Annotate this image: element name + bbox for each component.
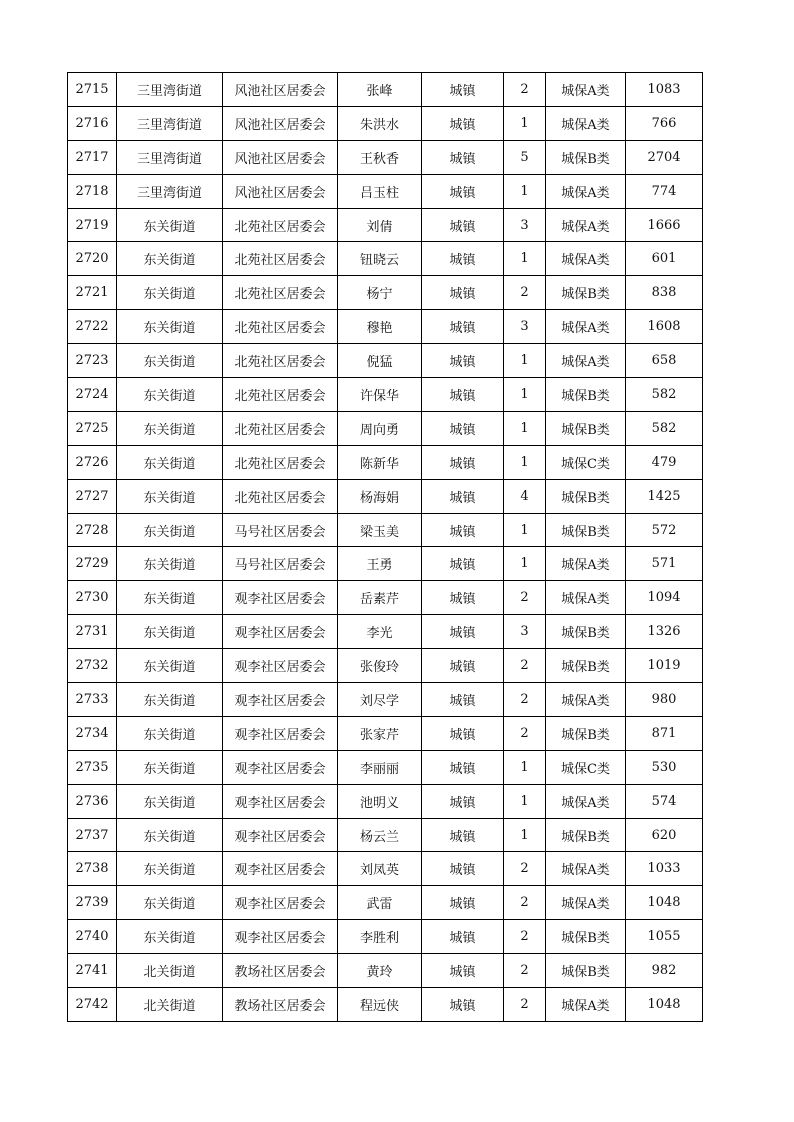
community-cell: 观李社区居委会: [223, 818, 338, 852]
name-cell: 王勇: [338, 547, 422, 581]
amount-cell: 1083: [626, 73, 703, 107]
area-type-cell: 城镇: [422, 208, 504, 242]
table-row: [68, 954, 703, 988]
household-size-cell: 1: [504, 106, 546, 140]
table-row: [68, 242, 703, 276]
category-cell: 城保B类: [546, 479, 626, 513]
community-cell: 北苑社区居委会: [223, 378, 338, 412]
amount-cell: 1033: [626, 852, 703, 886]
subdistrict-cell: 北关街道: [117, 954, 223, 988]
name-cell: 钮晓云: [338, 242, 422, 276]
subdistrict-cell: 东关街道: [117, 716, 223, 750]
household-size-cell: 1: [504, 344, 546, 378]
area-type-cell: 城镇: [422, 988, 504, 1022]
category-cell: 城保B类: [546, 649, 626, 683]
serial-no-cell: 2725: [68, 411, 117, 445]
category-cell: 城保B类: [546, 411, 626, 445]
household-size-cell: 1: [504, 547, 546, 581]
serial-no-cell: 2736: [68, 784, 117, 818]
category-cell: 城保B类: [546, 276, 626, 310]
community-cell: 观李社区居委会: [223, 784, 338, 818]
serial-no-cell: 2719: [68, 208, 117, 242]
name-cell: 倪猛: [338, 344, 422, 378]
subdistrict-cell: 东关街道: [117, 344, 223, 378]
amount-cell: 982: [626, 954, 703, 988]
household-size-cell: 1: [504, 174, 546, 208]
serial-no-cell: 2734: [68, 716, 117, 750]
household-size-cell: 1: [504, 411, 546, 445]
category-cell: 城保B类: [546, 954, 626, 988]
area-type-cell: 城镇: [422, 920, 504, 954]
subdistrict-cell: 北关街道: [117, 988, 223, 1022]
table-row: [68, 378, 703, 412]
community-cell: 风池社区居委会: [223, 73, 338, 107]
area-type-cell: 城镇: [422, 954, 504, 988]
name-cell: 王秋香: [338, 140, 422, 174]
subdistrict-cell: 东关街道: [117, 378, 223, 412]
amount-cell: 871: [626, 716, 703, 750]
household-size-cell: 1: [504, 784, 546, 818]
household-size-cell: 3: [504, 310, 546, 344]
amount-cell: 530: [626, 750, 703, 784]
subdistrict-cell: 东关街道: [117, 750, 223, 784]
name-cell: 程远侠: [338, 988, 422, 1022]
table-body: [68, 73, 703, 1022]
area-type-cell: 城镇: [422, 479, 504, 513]
name-cell: 穆艳: [338, 310, 422, 344]
subdistrict-cell: 东关街道: [117, 411, 223, 445]
table-row: [68, 513, 703, 547]
community-cell: 北苑社区居委会: [223, 276, 338, 310]
amount-cell: 479: [626, 445, 703, 479]
table-row: [68, 411, 703, 445]
community-cell: 观李社区居委会: [223, 615, 338, 649]
name-cell: 周向勇: [338, 411, 422, 445]
category-cell: 城保B类: [546, 140, 626, 174]
community-cell: 教场社区居委会: [223, 988, 338, 1022]
household-size-cell: 2: [504, 649, 546, 683]
table-row: [68, 683, 703, 717]
category-cell: 城保B类: [546, 378, 626, 412]
serial-no-cell: 2720: [68, 242, 117, 276]
area-type-cell: 城镇: [422, 242, 504, 276]
subdistrict-cell: 东关街道: [117, 445, 223, 479]
community-cell: 观李社区居委会: [223, 649, 338, 683]
community-cell: 观李社区居委会: [223, 716, 338, 750]
subdistrict-cell: 东关街道: [117, 310, 223, 344]
name-cell: 张家芹: [338, 716, 422, 750]
name-cell: 池明义: [338, 784, 422, 818]
community-cell: 观李社区居委会: [223, 852, 338, 886]
name-cell: 杨海娟: [338, 479, 422, 513]
table-row: [68, 750, 703, 784]
category-cell: 城保A类: [546, 310, 626, 344]
name-cell: 李胜利: [338, 920, 422, 954]
serial-no-cell: 2730: [68, 581, 117, 615]
category-cell: 城保C类: [546, 750, 626, 784]
area-type-cell: 城镇: [422, 378, 504, 412]
category-cell: 城保A类: [546, 344, 626, 378]
household-size-cell: 1: [504, 378, 546, 412]
table-row: [68, 818, 703, 852]
community-cell: 马号社区居委会: [223, 547, 338, 581]
community-cell: 观李社区居委会: [223, 920, 338, 954]
name-cell: 武雷: [338, 886, 422, 920]
category-cell: 城保A类: [546, 784, 626, 818]
table-row: [68, 140, 703, 174]
household-size-cell: 3: [504, 208, 546, 242]
amount-cell: 574: [626, 784, 703, 818]
area-type-cell: 城镇: [422, 581, 504, 615]
household-size-cell: 3: [504, 615, 546, 649]
community-cell: 北苑社区居委会: [223, 344, 338, 378]
area-type-cell: 城镇: [422, 649, 504, 683]
amount-cell: 1326: [626, 615, 703, 649]
amount-cell: 1666: [626, 208, 703, 242]
area-type-cell: 城镇: [422, 615, 504, 649]
serial-no-cell: 2740: [68, 920, 117, 954]
category-cell: 城保A类: [546, 683, 626, 717]
serial-no-cell: 2726: [68, 445, 117, 479]
community-cell: 北苑社区居委会: [223, 208, 338, 242]
amount-cell: 601: [626, 242, 703, 276]
category-cell: 城保B类: [546, 513, 626, 547]
community-cell: 风池社区居委会: [223, 140, 338, 174]
document-sheet: [67, 72, 703, 1022]
household-size-cell: 2: [504, 920, 546, 954]
amount-cell: 2704: [626, 140, 703, 174]
name-cell: 朱洪水: [338, 106, 422, 140]
subdistrict-cell: 东关街道: [117, 513, 223, 547]
amount-cell: 1048: [626, 886, 703, 920]
community-cell: 观李社区居委会: [223, 581, 338, 615]
name-cell: 吕玉柱: [338, 174, 422, 208]
subdistrict-cell: 东关街道: [117, 649, 223, 683]
category-cell: 城保A类: [546, 73, 626, 107]
area-type-cell: 城镇: [422, 445, 504, 479]
area-type-cell: 城镇: [422, 750, 504, 784]
area-type-cell: 城镇: [422, 818, 504, 852]
category-cell: 城保B类: [546, 716, 626, 750]
household-size-cell: 1: [504, 513, 546, 547]
name-cell: 梁玉美: [338, 513, 422, 547]
table-row: [68, 886, 703, 920]
amount-cell: 1608: [626, 310, 703, 344]
household-size-cell: 2: [504, 276, 546, 310]
category-cell: 城保A类: [546, 242, 626, 276]
amount-cell: 1019: [626, 649, 703, 683]
serial-no-cell: 2717: [68, 140, 117, 174]
household-size-cell: 2: [504, 73, 546, 107]
serial-no-cell: 2729: [68, 547, 117, 581]
table-row: [68, 852, 703, 886]
name-cell: 陈新华: [338, 445, 422, 479]
household-size-cell: 2: [504, 683, 546, 717]
area-type-cell: 城镇: [422, 683, 504, 717]
area-type-cell: 城镇: [422, 886, 504, 920]
serial-no-cell: 2718: [68, 174, 117, 208]
name-cell: 刘凤英: [338, 852, 422, 886]
name-cell: 黄玲: [338, 954, 422, 988]
area-type-cell: 城镇: [422, 344, 504, 378]
table-row: [68, 581, 703, 615]
category-cell: 城保A类: [546, 547, 626, 581]
household-size-cell: 2: [504, 954, 546, 988]
serial-no-cell: 2724: [68, 378, 117, 412]
category-cell: 城保A类: [546, 106, 626, 140]
table-row: [68, 716, 703, 750]
area-type-cell: 城镇: [422, 310, 504, 344]
table-row: [68, 988, 703, 1022]
area-type-cell: 城镇: [422, 276, 504, 310]
name-cell: 杨宁: [338, 276, 422, 310]
serial-no-cell: 2732: [68, 649, 117, 683]
serial-no-cell: 2716: [68, 106, 117, 140]
table-row: [68, 479, 703, 513]
household-size-cell: 1: [504, 750, 546, 784]
serial-no-cell: 2731: [68, 615, 117, 649]
amount-cell: 1094: [626, 581, 703, 615]
amount-cell: 774: [626, 174, 703, 208]
subdistrict-cell: 东关街道: [117, 920, 223, 954]
name-cell: 张俊玲: [338, 649, 422, 683]
household-size-cell: 1: [504, 445, 546, 479]
area-type-cell: 城镇: [422, 513, 504, 547]
amount-cell: 1048: [626, 988, 703, 1022]
serial-no-cell: 2715: [68, 73, 117, 107]
name-cell: 张峰: [338, 73, 422, 107]
community-cell: 风池社区居委会: [223, 174, 338, 208]
category-cell: 城保A类: [546, 581, 626, 615]
subdistrict-cell: 东关街道: [117, 479, 223, 513]
serial-no-cell: 2737: [68, 818, 117, 852]
subdistrict-cell: 东关街道: [117, 615, 223, 649]
name-cell: 岳素芹: [338, 581, 422, 615]
area-type-cell: 城镇: [422, 140, 504, 174]
table-row: [68, 310, 703, 344]
subdistrict-cell: 东关街道: [117, 683, 223, 717]
table-row: [68, 174, 703, 208]
category-cell: 城保A类: [546, 174, 626, 208]
area-type-cell: 城镇: [422, 716, 504, 750]
table-row: [68, 547, 703, 581]
amount-cell: 571: [626, 547, 703, 581]
category-cell: 城保C类: [546, 445, 626, 479]
table-row: [68, 920, 703, 954]
serial-no-cell: 2728: [68, 513, 117, 547]
serial-no-cell: 2738: [68, 852, 117, 886]
category-cell: 城保B类: [546, 615, 626, 649]
subdistrict-cell: 东关街道: [117, 581, 223, 615]
amount-cell: 838: [626, 276, 703, 310]
name-cell: 李丽丽: [338, 750, 422, 784]
assistance-roster-table: [67, 72, 703, 1022]
category-cell: 城保A类: [546, 886, 626, 920]
table-row: [68, 649, 703, 683]
household-size-cell: 2: [504, 581, 546, 615]
amount-cell: 582: [626, 378, 703, 412]
table-row: [68, 784, 703, 818]
community-cell: 北苑社区居委会: [223, 479, 338, 513]
community-cell: 观李社区居委会: [223, 750, 338, 784]
serial-no-cell: 2742: [68, 988, 117, 1022]
table-row: [68, 344, 703, 378]
amount-cell: 766: [626, 106, 703, 140]
amount-cell: 658: [626, 344, 703, 378]
amount-cell: 572: [626, 513, 703, 547]
name-cell: 刘尽学: [338, 683, 422, 717]
amount-cell: 1425: [626, 479, 703, 513]
household-size-cell: 2: [504, 852, 546, 886]
subdistrict-cell: 三里湾街道: [117, 140, 223, 174]
table-row: [68, 276, 703, 310]
subdistrict-cell: 三里湾街道: [117, 73, 223, 107]
community-cell: 北苑社区居委会: [223, 411, 338, 445]
community-cell: 北苑社区居委会: [223, 445, 338, 479]
subdistrict-cell: 三里湾街道: [117, 106, 223, 140]
amount-cell: 582: [626, 411, 703, 445]
area-type-cell: 城镇: [422, 411, 504, 445]
serial-no-cell: 2727: [68, 479, 117, 513]
subdistrict-cell: 东关街道: [117, 276, 223, 310]
serial-no-cell: 2739: [68, 886, 117, 920]
subdistrict-cell: 东关街道: [117, 852, 223, 886]
subdistrict-cell: 东关街道: [117, 242, 223, 276]
amount-cell: 980: [626, 683, 703, 717]
name-cell: 杨云兰: [338, 818, 422, 852]
table-row: [68, 615, 703, 649]
amount-cell: 620: [626, 818, 703, 852]
category-cell: 城保A类: [546, 852, 626, 886]
community-cell: 观李社区居委会: [223, 886, 338, 920]
subdistrict-cell: 三里湾街道: [117, 174, 223, 208]
community-cell: 观李社区居委会: [223, 683, 338, 717]
subdistrict-cell: 东关街道: [117, 818, 223, 852]
area-type-cell: 城镇: [422, 547, 504, 581]
name-cell: 许保华: [338, 378, 422, 412]
subdistrict-cell: 东关街道: [117, 784, 223, 818]
table-row: [68, 73, 703, 107]
name-cell: 刘倩: [338, 208, 422, 242]
household-size-cell: 1: [504, 818, 546, 852]
household-size-cell: 1: [504, 242, 546, 276]
serial-no-cell: 2723: [68, 344, 117, 378]
household-size-cell: 2: [504, 716, 546, 750]
category-cell: 城保A类: [546, 208, 626, 242]
area-type-cell: 城镇: [422, 174, 504, 208]
serial-no-cell: 2735: [68, 750, 117, 784]
community-cell: 风池社区居委会: [223, 106, 338, 140]
community-cell: 北苑社区居委会: [223, 242, 338, 276]
area-type-cell: 城镇: [422, 852, 504, 886]
community-cell: 北苑社区居委会: [223, 310, 338, 344]
subdistrict-cell: 东关街道: [117, 886, 223, 920]
serial-no-cell: 2721: [68, 276, 117, 310]
area-type-cell: 城镇: [422, 106, 504, 140]
area-type-cell: 城镇: [422, 784, 504, 818]
serial-no-cell: 2741: [68, 954, 117, 988]
name-cell: 李光: [338, 615, 422, 649]
area-type-cell: 城镇: [422, 73, 504, 107]
household-size-cell: 2: [504, 886, 546, 920]
subdistrict-cell: 东关街道: [117, 547, 223, 581]
serial-no-cell: 2733: [68, 683, 117, 717]
amount-cell: 1055: [626, 920, 703, 954]
category-cell: 城保B类: [546, 920, 626, 954]
household-size-cell: 2: [504, 988, 546, 1022]
community-cell: 马号社区居委会: [223, 513, 338, 547]
serial-no-cell: 2722: [68, 310, 117, 344]
table-row: [68, 445, 703, 479]
table-row: [68, 106, 703, 140]
category-cell: 城保A类: [546, 988, 626, 1022]
household-size-cell: 5: [504, 140, 546, 174]
subdistrict-cell: 东关街道: [117, 208, 223, 242]
household-size-cell: 4: [504, 479, 546, 513]
community-cell: 教场社区居委会: [223, 954, 338, 988]
category-cell: 城保B类: [546, 818, 626, 852]
table-row: [68, 208, 703, 242]
